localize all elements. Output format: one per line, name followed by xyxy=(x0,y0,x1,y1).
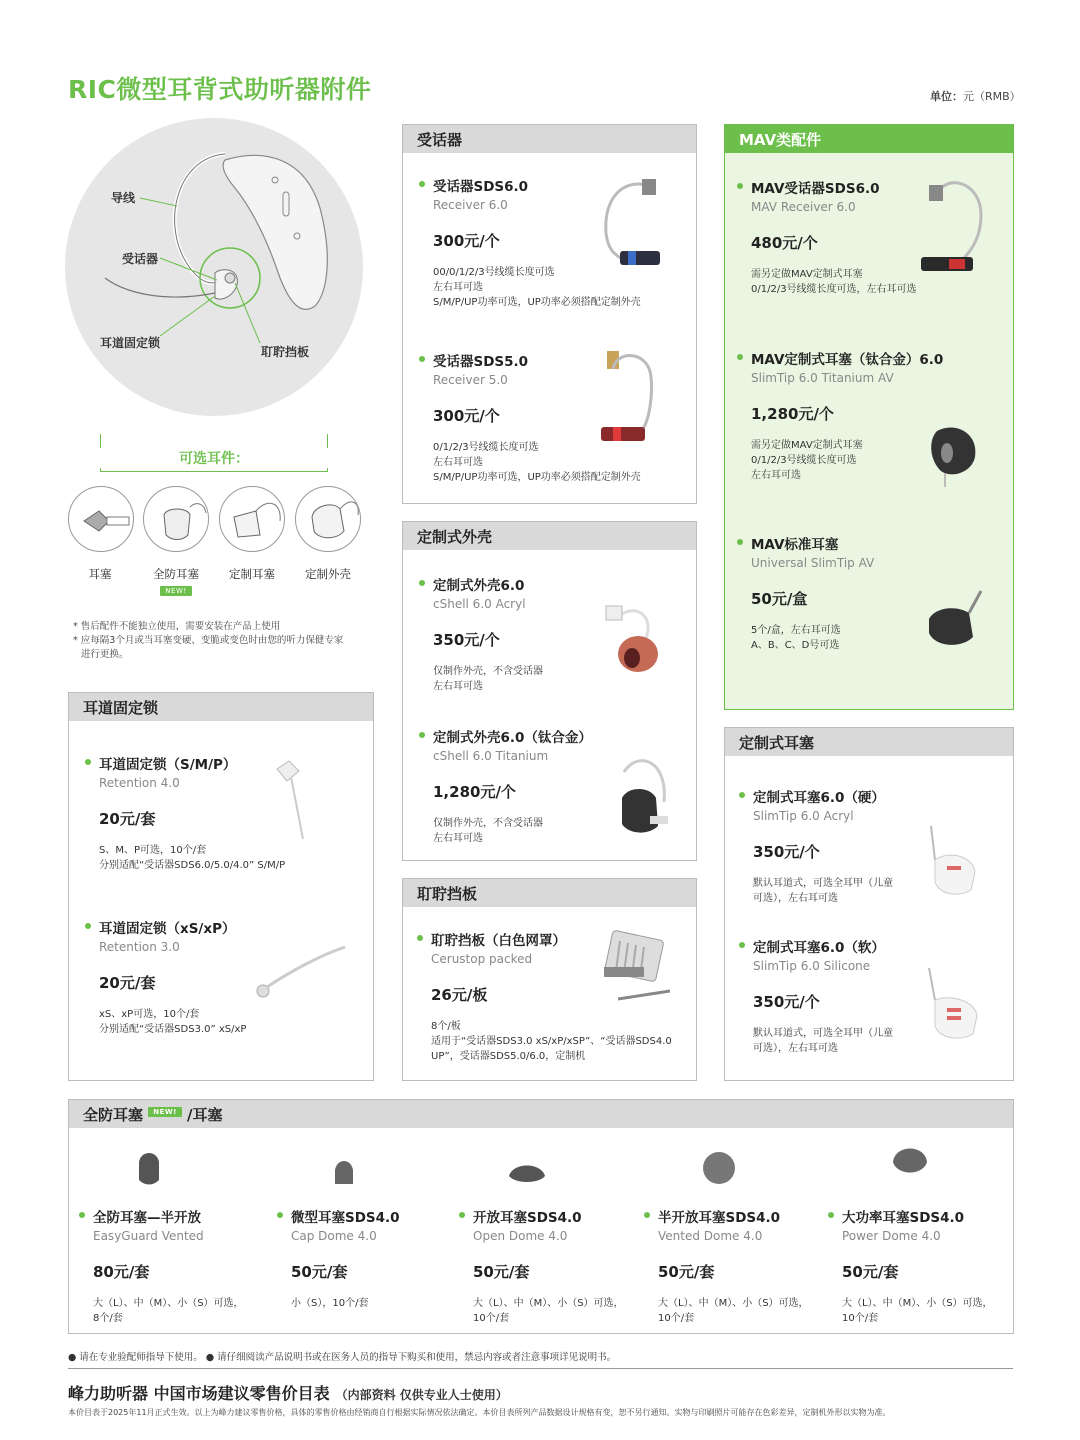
divider xyxy=(68,1368,1013,1369)
unit-label: 单位：元（RMB） xyxy=(930,90,1021,103)
easyguard-dome-image xyxy=(131,1146,167,1188)
item-open-dome: 开放耳塞SDS4.0 Open Dome 4.0 50元/套 大（L）、中（M）、小（S）可选， 10个/套 xyxy=(459,1206,639,1326)
open-dome-image xyxy=(505,1156,549,1188)
panel-receiver xyxy=(402,124,697,504)
panel-shell xyxy=(402,521,697,861)
earpiece-dome-icon xyxy=(68,486,134,552)
panel-receiver-title: 受话器 xyxy=(403,125,696,153)
item-mav-tip-titanium: MAV定制式耳塞（钛合金）6.0 SlimTip 6.0 Titanium AV 1,280元/个 需另定做MAV定制式耳塞 0/1/2/3号线缆长度可选 左右耳可选 xyxy=(737,348,1007,483)
item-cap-dome: 微型耳塞SDS4.0 Cap Dome 4.0 50元/套 小（S），10个/套 xyxy=(277,1206,457,1311)
item-mav-receiver: MAV受话器SDS6.0 MAV Receiver 6.0 480元/个 需另定做MAV定制式耳塞 0/1/2/3号线缆长度可选，左右耳可选 xyxy=(737,177,1007,297)
page-title: RIC微型耳背式助听器附件 xyxy=(68,75,372,104)
retention-3-image xyxy=(251,941,351,1001)
panel-domes xyxy=(68,1099,1014,1334)
panel-mav-title: MAV类配件 xyxy=(725,125,1013,153)
hearing-aid-illustration xyxy=(65,118,363,416)
receiver-5-image xyxy=(593,347,673,447)
item-retention-4: 耳道固定锁（S/M/P） Retention 4.0 20元/套 S、M、P可选，10个/套 分别适配“受话器SDS6.0/5.0/4.0” S/M/P xyxy=(85,753,365,873)
mav-universal-image xyxy=(921,583,991,653)
optional-title: 可选耳件： xyxy=(100,448,328,468)
cerustop-image xyxy=(598,927,678,1007)
usage-note: ● 请在专业验配师指导下使用。 ● 请仔细阅读产品说明书或在医务人员的指导下购买和使用，禁忌内容或者注意事项详见说明书。 xyxy=(68,1352,617,1363)
diagram-label-retention: 耳道固定锁 xyxy=(100,336,161,350)
receiver-6-image xyxy=(598,173,678,273)
panel-retention xyxy=(68,692,374,1081)
item-receiver-5: 受话器SDS5.0 Receiver 5.0 300元/个 0/1/2/3号线缆长度可选 左右耳可选 S/M/P/UP功率可选，UP功率必须搭配定制外壳 xyxy=(419,350,689,485)
shell-titanium-image xyxy=(608,752,683,842)
shell-acryl-image xyxy=(598,598,673,678)
footnotes: * 售后配件不能独立使用，需要安装在产品上使用 * 应每隔3个月或当耳塞变硬、变脆或变色时由您的听力保健专家 进行更换。 xyxy=(73,621,344,660)
item-shell-titanium: 定制式外壳6.0（钛合金） cShell 6.0 Titanium 1,280元/个 仅制作外壳，不含受话器 左右耳可选 xyxy=(419,726,689,846)
custom-shell-icon xyxy=(295,486,361,552)
vented-dome-image xyxy=(699,1148,739,1188)
custom-tip-icon xyxy=(219,486,285,552)
item-mav-universal: MAV标准耳塞 Universal SlimTip AV 50元/盒 5个/盒，左右耳可选 A、B、C、D号可选 xyxy=(737,533,1007,653)
diagram-label-receiver: 受话器 xyxy=(122,252,159,266)
item-vented-dome: 半开放耳塞SDS4.0 Vented Dome 4.0 50元/套 大（L）、中（M）、小（S）可选， 10个/套 xyxy=(644,1206,824,1326)
tip-hard-image xyxy=(921,820,987,900)
optional-label-custom-tip: 定制耳塞 xyxy=(229,567,275,581)
panel-cerustop-title: 耵聍挡板 xyxy=(403,879,696,907)
panel-shell-title: 定制式外壳 xyxy=(403,522,696,550)
panel-cerustop xyxy=(402,878,697,1081)
power-dome-image xyxy=(887,1140,933,1186)
new-badge: NEW! xyxy=(148,1107,182,1117)
diagram-label-wire: 导线 xyxy=(111,191,136,205)
retention-4-image xyxy=(267,755,337,845)
mav-receiver-image xyxy=(915,175,995,275)
tip-soft-image xyxy=(921,964,987,1044)
item-tip-soft: 定制式耳塞6.0（软） SlimTip 6.0 Silicone 350元/个 默认耳道式，可选全耳甲（儿童 可选），左右耳可选 xyxy=(739,936,1009,1056)
optional-label-easyguard: 全防耳塞 NEW! xyxy=(153,567,199,595)
item-cerustop: 耵聍挡板（白色网罩） Cerustop packed 26元/板 8个/板 适用于“受话器SDS3.0 xS/xP/xSP”、“受话器SDS4.0 UP”，受话器SDS5.0/6.0，定制机 xyxy=(417,929,697,1064)
fine-print: 本价目表于2025年11月正式生效。以上为峰力建议零售价格，具体的零售价格由经销商自行根据实际情况依法确定。本价目表所列产品数据设计规格有变，恕不另行通知。实物与印刷照片可能存在色彩差异，定制机外形以实物为准。 xyxy=(68,1408,891,1417)
item-shell-acryl: 定制式外壳6.0 cShell 6.0 Acryl 350元/个 仅制作外壳，不含受话器 左右耳可选 xyxy=(419,574,689,694)
panel-domes-title: 全防耳塞 NEW! /耳塞 xyxy=(69,1100,1013,1128)
mav-tip-titanium-image xyxy=(925,421,985,491)
item-retention-3: 耳道固定锁（xS/xP） Retention 3.0 20元/套 xS、xP可选，10个/套 分别适配“受话器SDS3.0” xS/xP xyxy=(85,917,365,1037)
new-badge: NEW! xyxy=(160,586,191,596)
easyguard-dome-icon xyxy=(143,486,209,552)
optional-label-dome: 耳塞 xyxy=(88,567,112,581)
panel-custom-tip xyxy=(724,727,1014,1081)
item-receiver-6: 受话器SDS6.0 Receiver 6.0 300元/个 00/0/1/2/3号线缆长度可选 左右耳可选 S/M/P/UP功率可选，UP功率必须搭配定制外壳 xyxy=(419,175,689,310)
item-tip-hard: 定制式耳塞6.0（硬） SlimTip 6.0 Acryl 350元/个 默认耳道式，可选全耳甲（儿童 可选），左右耳可选 xyxy=(739,786,1009,906)
hearing-aid-diagram xyxy=(65,118,363,416)
panel-mav xyxy=(724,124,1014,710)
panel-retention-title: 耳道固定锁 xyxy=(69,693,373,721)
item-easyguard-vented: 全防耳塞—半开放 EasyGuard Vented 80元/套 大（L）、中（M）、小（S）可选， 8个/套 xyxy=(79,1206,269,1326)
cap-dome-image xyxy=(331,1156,357,1188)
item-power-dome: 大功率耳塞SDS4.0 Power Dome 4.0 50元/套 大（L）、中（M）、小（S）可选， 10个/套 xyxy=(828,1206,1008,1326)
document-title: 峰力助听器 中国市场建议零售价目表 （内部资料 仅供专业人士使用） xyxy=(68,1384,508,1403)
panel-custom-tip-title: 定制式耳塞 xyxy=(725,728,1013,756)
diagram-label-cerustop: 耵聍挡板 xyxy=(261,345,310,359)
optional-label-custom-shell: 定制外壳 xyxy=(305,567,351,581)
